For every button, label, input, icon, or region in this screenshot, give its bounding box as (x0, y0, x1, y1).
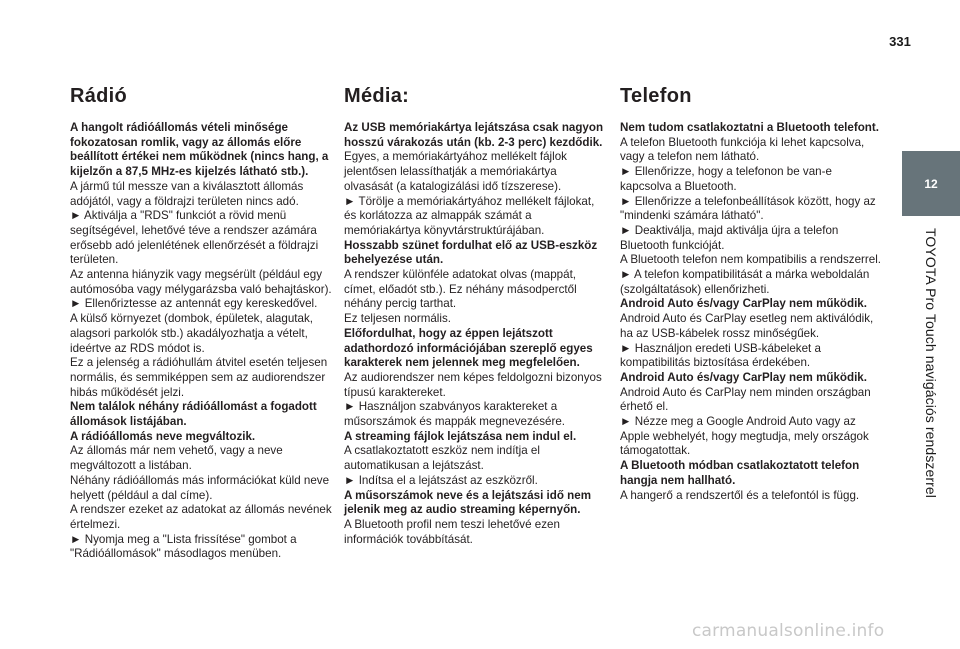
watermark: carmanualsonline.info (692, 621, 885, 641)
answer-text: A csatlakoztatott eszköz nem indítja el automatikusan a lejátszást. (344, 444, 540, 473)
answer-text: ► Ellenőriztesse az antennát egy kereskedővel. (70, 297, 318, 311)
column-radio (70, 84, 332, 562)
column-phone (620, 84, 882, 503)
answer-text: Android Auto és CarPlay nem minden országban érhető el. (620, 385, 871, 414)
section-body (620, 121, 882, 503)
chapter-title: TOYOTA Pro Touch navigációs rendszerrel (923, 228, 939, 499)
answer-text: Ez a jelenség a rádióhullám átvitel esetén teljesen normális, és semmiképpen sem az audiorendszer hibás működését jelzi. (70, 356, 328, 399)
chapter-number: 12 (924, 176, 938, 191)
answer-text: ► Deaktiválja, majd aktiválja újra a telefon Bluetooth funkcióját. (620, 223, 839, 252)
answer-text: Néhány rádióállomás más információkat küld neve helyett (például a dal címe). (70, 473, 330, 502)
answer-text: Android Auto és CarPlay esetleg nem aktiválódik, ha az USB-kábelek rossz minőségűek. (620, 312, 874, 340)
chapter-tab (902, 151, 960, 216)
answer-text: Az állomás már nem vehető, vagy a neve megváltozott a listában. (70, 444, 283, 473)
section-heading-phone: Telefon (620, 85, 692, 107)
section-heading-media: Média: (344, 85, 410, 107)
answer-text: A telefon Bluetooth funkciója ki lehet kapcsolva, vagy a telefon nem látható. (620, 135, 865, 164)
answer-text: Az antenna hiányzik vagy megsérült (például egy autómosóba vagy mélygarázsba való behajtáskor). (70, 268, 332, 296)
answer-text: ► Ellenőrizze a telefonbeállítások között, hogy az "mindenki számára látható". (620, 194, 876, 223)
section-body (70, 121, 332, 562)
answer-text: A Bluetooth telefon nem kompatibilis a rendszerrel. (620, 253, 882, 267)
question-text: A streaming fájlok lejátszása nem indul el. (344, 429, 577, 443)
answer-text: A jármű túl messze van a kiválasztott állomás adójától, vagy a földrajzi területen nincs adó. (70, 179, 304, 208)
question-text: Előfordulhat, hogy az éppen lejátszott adathordozó információjában szereplő egyes karakterek nem jelennek meg megfelelően. (344, 326, 593, 370)
question-text: A Bluetooth módban csatlakoztatott telefon hangja nem hallható. (620, 459, 860, 487)
question-text: Nem tudom csatlakoztatni a Bluetooth telefont. (620, 121, 879, 134)
answer-text: A külső környezet (dombok, épületek, alagutak, alagsori parkolók stb.) akadályozhatja a vételt, ideértve az RDS módot is. (70, 312, 313, 355)
question-text: Az USB memóriakártya lejátszása csak nagyon hosszú várakozás után (kb. 2-3 perc) kezdődik. (344, 121, 604, 149)
answer-text: ► Nyomja meg a "Lista frissítése" gombot a "Rádióállomások" másodlagos menüben. (70, 532, 297, 561)
page-number: 331 (889, 34, 911, 49)
answer-text: A Bluetooth profil nem teszi lehetővé ezen információk továbbítását. (344, 517, 560, 546)
section-heading-radio: Rádió (70, 85, 128, 107)
answer-text: ► A telefon kompatibilitását a márka weboldalán (szolgáltatások) ellenőrizheti. (620, 268, 870, 296)
answer-text: Az audiorendszer nem képes feldolgozni bizonyos típusú karaktereket. (344, 370, 602, 399)
answer-text: ► Indítsa el a lejátszást az eszközről. (344, 473, 538, 487)
answer-text: ► Törölje a memóriakártyához mellékelt fájlokat, és korlátozza az almappák számát a memóriakártya könyvtárstruktúrájában. (344, 194, 595, 237)
answer-text: ► Aktiválja a "RDS" funkciót a rövid menü segítségével, lehetővé téve a rendszer azámára erősebb adó jelenlétének ellenőrzését a földrajzi területen. (70, 209, 319, 267)
question-text: Hosszabb szünet fordulhat elő az USB-eszköz behelyezése után. (344, 238, 598, 267)
question-text: A hangolt rádióállomás vételi minősége fokozatosan romlik, vagy az állomás előre beállított értékei nem működnek (nincs hang, a kijelzőn a 87,5 MHz-es kijelzés látható stb.). (70, 121, 329, 179)
question-text: Android Auto és/vagy CarPlay nem működik. (620, 297, 867, 311)
column-media (344, 84, 606, 547)
question-text: Nem találok néhány rádióállomást a fogadott állomások listájában. (70, 400, 317, 429)
answer-text: Ez teljesen normális. (344, 312, 451, 326)
answer-text: ► Ellenőrizze, hogy a telefonon be van-e kapcsolva a Bluetooth. (620, 165, 832, 193)
answer-text: ► Nézze meg a Google Android Auto vagy az Apple webhelyét, hogy megtudja, mely országok támogatottak. (620, 415, 869, 458)
question-text: Android Auto és/vagy CarPlay nem működik. (620, 370, 867, 384)
answer-text: ► Használjon eredeti USB-kábeleket a kompatibilitás biztosítása érdekében. (620, 341, 821, 370)
answer-text: A rendszer különféle adatokat olvas (mappát, címet, előadót stb.). Ez néhány másodperctől néhány percig tarthat. (344, 268, 577, 311)
answer-text: ► Használjon szabványos karaktereket a műsorszámok és mappák megnevezésére. (344, 400, 566, 429)
question-text: A műsorszámok neve és a lejátszási idő nem jelenik meg az audio streaming képernyőn. (344, 488, 592, 517)
section-body (344, 121, 606, 547)
answer-text: A rendszer ezeket az adatokat az állomás nevének értelmezi. (70, 503, 332, 531)
answer-text: Egyes, a memóriakártyához mellékelt fájlok jelentősen lelassíthatják a memóriakártya olvasását (a katalogizálási idő tízszerese). (344, 150, 567, 193)
answer-text: A hangerő a rendszertől és a telefontól is függ. (620, 488, 860, 502)
question-text: A rádióállomás neve megváltozik. (70, 429, 256, 443)
